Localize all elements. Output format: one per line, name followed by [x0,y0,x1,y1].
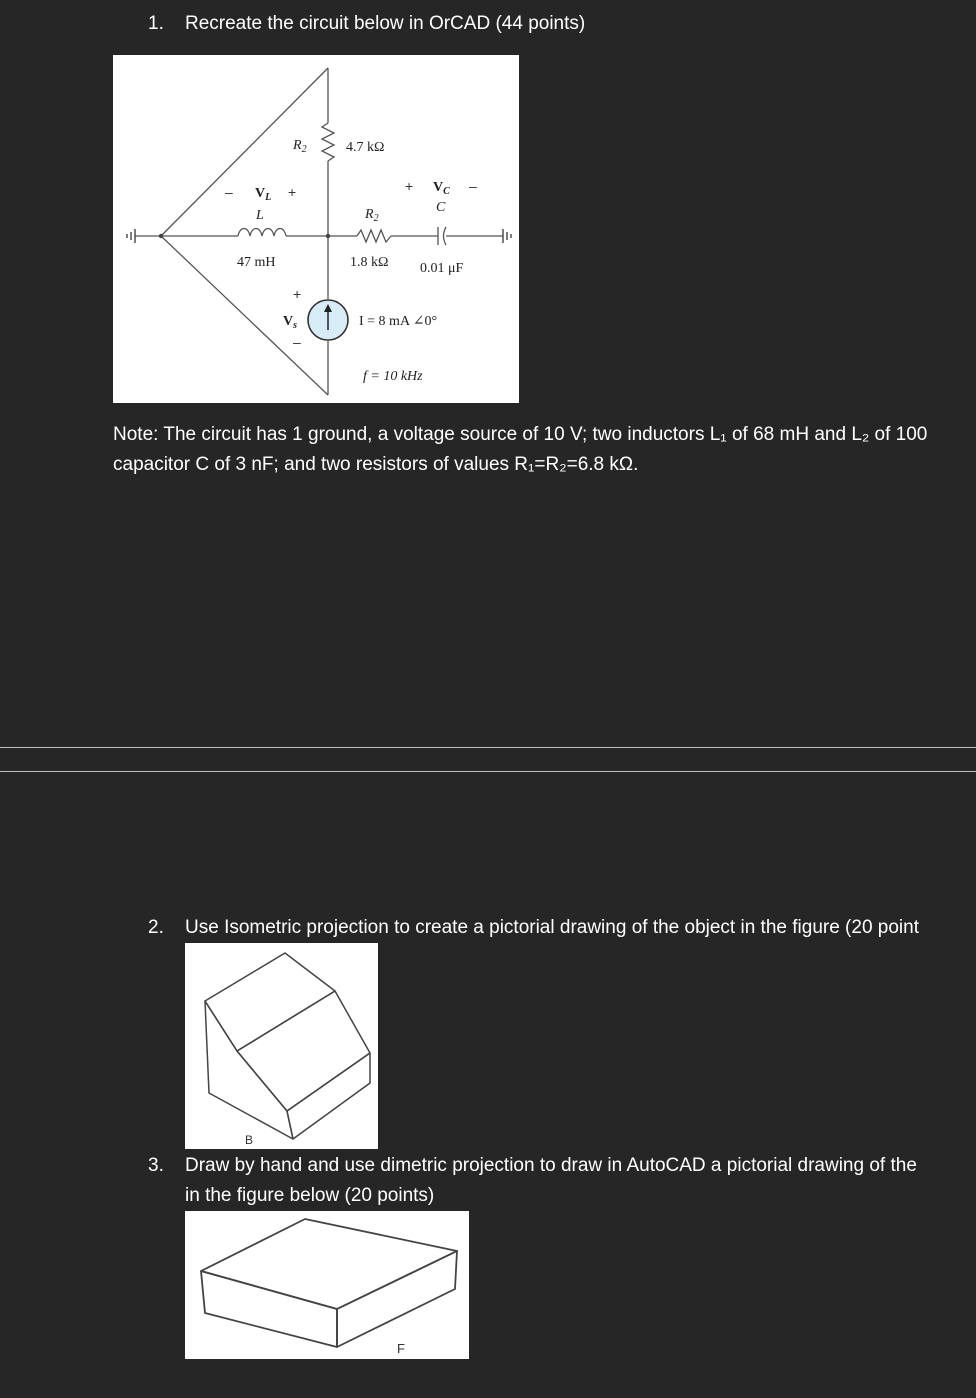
q1-text: Recreate the circuit below in OrCAD (44 points) [185,13,586,34]
vl-minus: – [225,184,233,200]
object-left-face [205,1001,293,1139]
vs-minus: – [293,334,301,350]
vc-minus: – [469,178,477,194]
junction-left [159,234,163,238]
dimetric-figure [185,1211,469,1359]
isometric-figure-label: B [245,1133,254,1147]
circuit-diagram [113,55,519,403]
q3-text-line2: in the figure below (20 points) [185,1185,435,1206]
capacitor-plate-right [444,227,447,245]
q2-number: 2. [148,917,164,938]
source-value: I = 8 mA ∠0° [359,314,438,329]
dimetric-figure-label: F [397,1341,405,1356]
q1-number: 1. [148,13,164,34]
q1-note-line2: capacitor C of 3 nF; and two resistors of values R₁=R₂=6.8 kΩ. [113,454,639,475]
vc-plus: + [405,178,414,194]
separator-rule-top [0,747,976,748]
r2-top-label: $R_2$ [293,138,307,155]
c-value: 0.01 μF [420,261,464,276]
q3-text-line1: Draw by hand and use dimetric projection to draw in AutoCAD a pictorial drawing of the [185,1155,917,1176]
isometric-figure [185,943,378,1149]
inductor-l [238,229,286,237]
r2-mid-value: 1.8 kΩ [350,255,389,270]
circuit-figure [113,55,519,403]
object-front-face [287,1053,370,1139]
l-value: 47 mH [237,255,276,270]
l-label: L [256,208,264,223]
object-top-face [205,953,335,1051]
junction-center [326,234,330,238]
object-slope-face [237,991,370,1111]
slab-left-face [201,1271,337,1347]
q3-heading [0,1151,976,1211]
c-label: C [436,200,446,215]
dimetric-object-drawing [185,1211,469,1359]
slab-right-face [337,1251,457,1347]
resistor-r2-top [322,123,334,161]
ground-left-icon [127,229,135,243]
q1-note-line1: Note: The circuit has 1 ground, a voltage source of 10 V; two inductors L₁ of 68 mH and L₂ of 100 [113,424,928,445]
isometric-object-drawing [185,943,378,1149]
vl-label: $V_L$ [255,186,272,203]
slab-top-face [201,1219,457,1309]
vc-label: $V_C$ [433,180,450,197]
q2-text: Use Isometric projection to create a pictorial drawing of the object in the figure (20 point [185,917,919,938]
q1-note [113,420,927,480]
r2-mid-label: $R_2$ [365,207,379,224]
frequency-label: f = 10 kHz [363,369,423,384]
vs-label: $V_s$ [283,314,298,331]
separator-rule-bottom [0,771,976,772]
vs-plus: + [293,286,302,302]
vl-plus: + [288,184,297,200]
resistor-r2-mid [357,230,391,242]
q3-number: 3. [148,1155,164,1176]
r2-top-value: 4.7 kΩ [346,140,385,155]
ground-right-icon [503,229,511,243]
